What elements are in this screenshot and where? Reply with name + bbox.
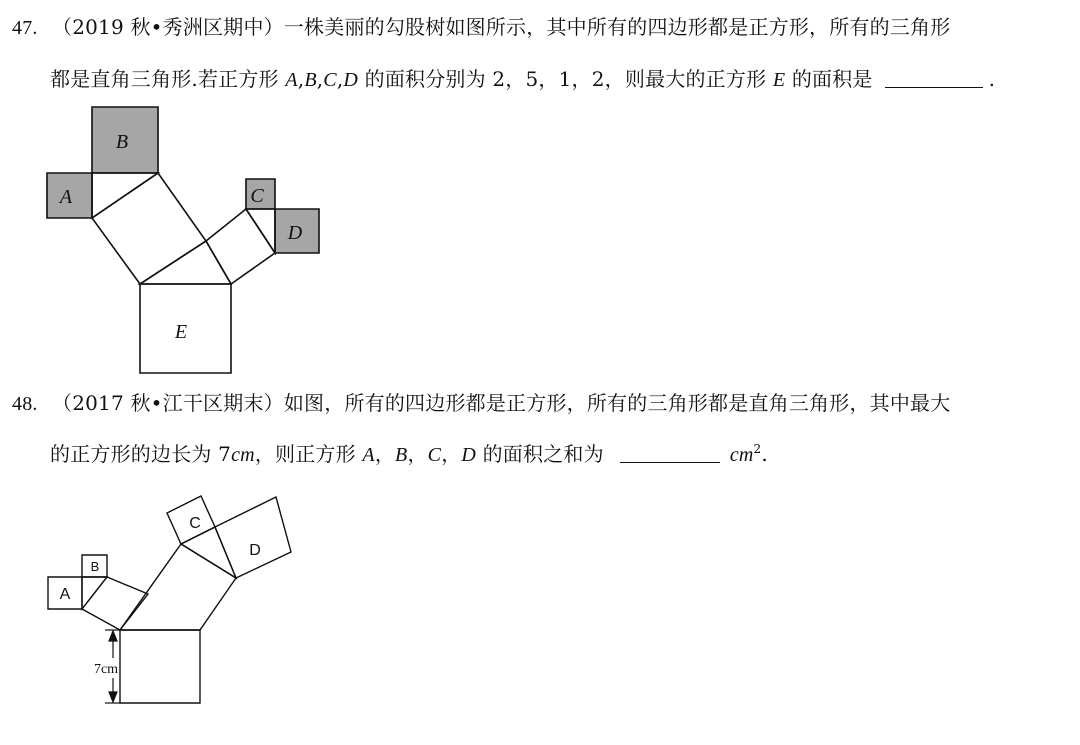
q48-var-d: D bbox=[461, 444, 477, 466]
q48-var-a: A bbox=[362, 444, 375, 466]
q48-text-pre: 的正方形的边长为 7 bbox=[50, 442, 232, 466]
q47-text-mid: 的面积分别为 2，5，1，2，则最大的正方形 bbox=[358, 67, 773, 91]
q47-var-e: E bbox=[772, 69, 786, 91]
q47-square-right bbox=[206, 209, 275, 284]
q48-figure-labels bbox=[60, 515, 261, 677]
q48-dim-arrow-down bbox=[109, 692, 117, 702]
q48-var-c: C bbox=[427, 444, 442, 466]
q48-square-main bbox=[120, 630, 200, 703]
q48-sep: ， bbox=[374, 442, 396, 466]
q47-text-line1: （2019 秋•秀洲区期中）一株美丽的勾股树如图所示，其中所有的四边形都是正方形，所有的三角形 bbox=[52, 15, 951, 39]
q48-label-d: D bbox=[249, 542, 261, 559]
q47-var-c: C bbox=[323, 69, 337, 91]
q48-dim-arrow-up bbox=[109, 631, 117, 641]
q47-var-d: D bbox=[343, 69, 359, 91]
q47-triangle-base bbox=[140, 241, 231, 284]
q48-text-mid: ，则正方形 bbox=[254, 442, 363, 466]
q47-label-e: E bbox=[174, 321, 188, 343]
q48-answer-exponent: 2 bbox=[753, 442, 762, 456]
q47-sep: , bbox=[297, 67, 305, 91]
q48-unit-cm: cm bbox=[231, 444, 255, 466]
q47-number: 47. bbox=[12, 17, 38, 39]
q47-label-d: D bbox=[287, 222, 303, 244]
q48-square-d bbox=[215, 497, 291, 578]
q48-dim-label: 7cm bbox=[93, 662, 119, 677]
q47-var-a: A bbox=[285, 69, 298, 91]
q47-var-b: B bbox=[304, 69, 317, 91]
q48-sep: ， bbox=[407, 442, 428, 466]
q47-text-pre: 都是直角三角形.若正方形 bbox=[50, 67, 286, 91]
q48-label-c: C bbox=[189, 515, 201, 532]
q48-number: 48. bbox=[12, 393, 38, 415]
q48-label-b: B bbox=[90, 559, 100, 574]
q48-answer-unit: cm bbox=[729, 444, 754, 466]
q48-sep: ， bbox=[441, 442, 462, 466]
q48-text-line1: （2017 秋•江干区期末）如图，所有的四边形都是正方形，所有的三角形都是直角三角形，其中最大 bbox=[52, 391, 951, 415]
q48-var-b: B bbox=[395, 444, 408, 466]
q48-label-a: A bbox=[59, 586, 71, 603]
q47-sep: , bbox=[316, 67, 324, 91]
q47-square-left bbox=[92, 173, 206, 284]
q47-text-post: 的面积是 bbox=[785, 67, 873, 91]
q47-sep: , bbox=[336, 67, 344, 91]
q47-end-period: . bbox=[988, 67, 996, 91]
q47-label-c: C bbox=[250, 185, 264, 207]
q48-text-post: 的面积之和为 bbox=[476, 442, 604, 466]
q48-figure bbox=[48, 496, 291, 703]
q47-label-b: B bbox=[115, 131, 129, 153]
q48-end-period: . bbox=[761, 442, 768, 466]
q47-label-a: A bbox=[59, 186, 73, 208]
q48-square-right bbox=[120, 544, 236, 630]
q48-triangle-right-top bbox=[181, 527, 236, 578]
